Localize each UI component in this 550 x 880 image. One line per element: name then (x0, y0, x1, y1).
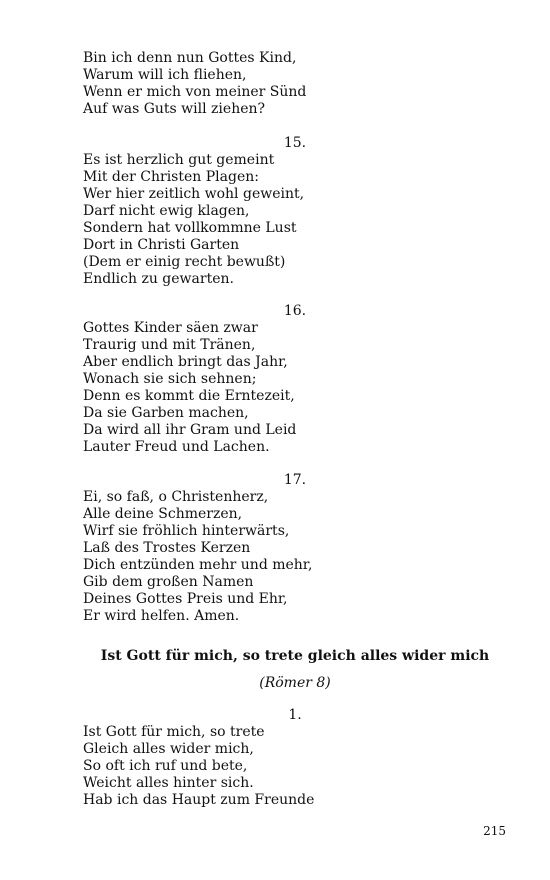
verse-line: Hab ich das Haupt zum Freunde (83, 792, 315, 808)
verse-15 (83, 152, 333, 288)
verse-number-15: 15. (283, 135, 307, 151)
hymn-title: Ist Gott für mich, so trete gleich alles wider mich (100, 648, 490, 664)
verse-number-16: 16. (283, 303, 307, 319)
verse-line: Es ist herzlich gut gemeint (83, 152, 275, 168)
verse-line: Deines Gottes Preis und Ehr, (83, 591, 288, 607)
verse-14-tail (83, 50, 333, 118)
verse-line: Traurig und mit Tränen, (83, 337, 256, 353)
verse-line: Endlich zu gewarten. (83, 271, 234, 287)
verse-line: Da sie Garben machen, (83, 405, 249, 421)
verse-line: Darf nicht ewig klagen, (83, 203, 250, 219)
verse-line: Denn es kommt die Erntezeit, (83, 388, 295, 404)
verse-line: Weicht alles hinter sich. (83, 775, 254, 791)
verse-line: Er wird helfen. Amen. (83, 608, 240, 624)
verse-line: Sondern hat vollkommne Lust (83, 220, 297, 236)
verse-line: Wer hier zeitlich wohl geweint, (83, 186, 305, 202)
verse-line: Ei, so faß, o Christenherz, (83, 489, 269, 505)
verse-line: Alle deine Schmerzen, (83, 506, 243, 522)
verse-16 (83, 320, 333, 456)
verse-line: So oft ich ruf und bete, (83, 758, 248, 774)
verse-line: Da wird all ihr Gram und Leid (83, 422, 297, 438)
verse-line: (Dem er einig recht bewußt) (83, 254, 286, 270)
verse-line: Dort in Christi Garten (83, 237, 240, 253)
verse-line: Wenn er mich von meiner Sünd (83, 84, 307, 100)
verse-line: Gleich alles wider mich, (83, 741, 254, 757)
hymn-verse-1 (83, 724, 333, 809)
page-number: 215 (483, 824, 506, 838)
verse-line: Dich entzünden mehr und mehr, (83, 557, 313, 573)
verse-line: Auf was Guts will ziehen? (83, 101, 266, 117)
verse-number-1: 1. (288, 707, 302, 723)
hymn-scripture-reference: (Römer 8) (259, 675, 331, 691)
verse-line: Lauter Freud und Lachen. (83, 439, 270, 455)
verse-line: Aber endlich bringt das Jahr, (83, 354, 288, 370)
verse-17 (83, 489, 333, 625)
verse-line: Wirf sie fröhlich hinterwärts, (83, 523, 290, 539)
verse-line: Warum will ich fliehen, (83, 67, 247, 83)
verse-line: Laß des Trostes Kerzen (83, 540, 251, 556)
verse-number-17: 17. (283, 472, 307, 488)
verse-line: Ist Gott für mich, so trete (83, 724, 265, 740)
verse-line: Gottes Kinder säen zwar (83, 320, 258, 336)
verse-line: Mit der Christen Plagen: (83, 169, 259, 185)
verse-line: Bin ich denn nun Gottes Kind, (83, 50, 297, 66)
verse-line: Gib dem großen Namen (83, 574, 254, 590)
verse-line: Wonach sie sich sehnen; (83, 371, 257, 387)
